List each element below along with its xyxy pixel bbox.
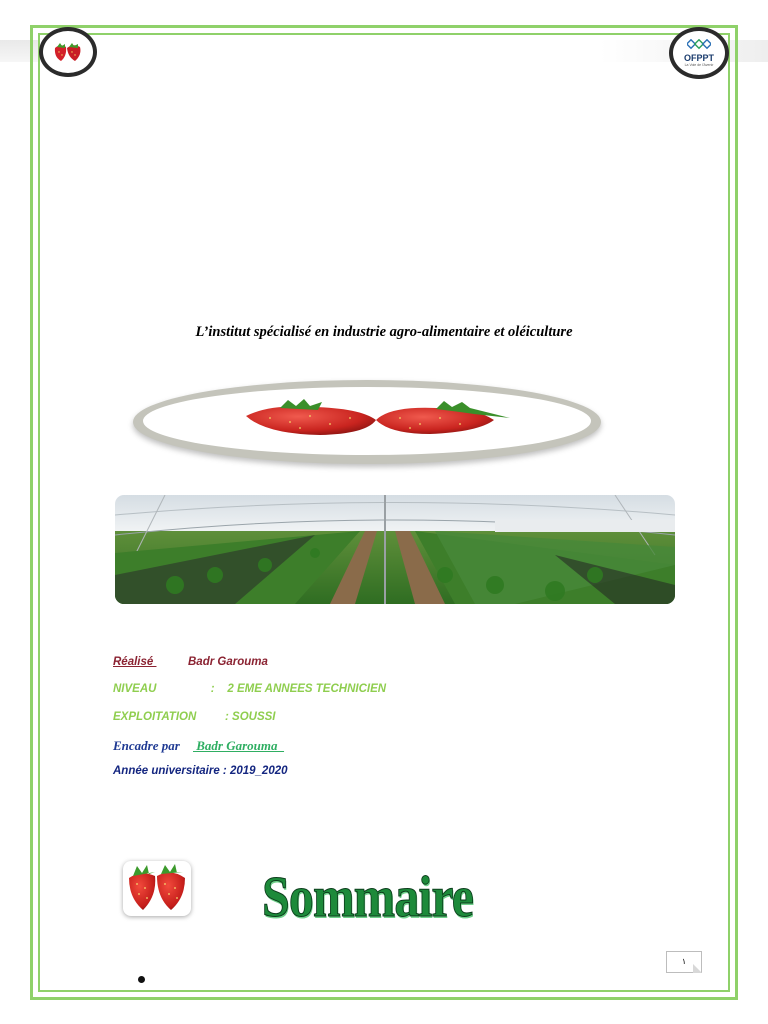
encadre-value: Badr Garouma (193, 738, 285, 753)
realise-value: Badr Garouma (188, 656, 268, 668)
encadre-label: Encadre par (113, 738, 180, 753)
exploitation-line: EXPLOITATION : SOUSSI (113, 711, 276, 723)
strawberries-icon (125, 862, 189, 914)
realise-label: Réalisé (113, 656, 157, 668)
page-number (666, 951, 702, 973)
ofppt-label: OFPPT (683, 53, 714, 63)
strawberry-icon (51, 40, 85, 64)
strawberry-logo (39, 27, 97, 77)
sommaire-title: Sommaire (262, 864, 474, 929)
ofppt-tagline: La Voie de l'Avenir (684, 63, 714, 67)
ofppt-emblem-icon (687, 39, 711, 51)
strawberry-tile (123, 861, 191, 916)
strawberries-on-plate-image (240, 398, 520, 442)
institute-title: L’institut spécialisé en industrie agro-alimentaire et oléiculture (195, 324, 573, 340)
greenhouse-photo (115, 495, 675, 604)
ofppt-logo (669, 27, 729, 79)
page-fold-icon (693, 964, 702, 973)
bullet-dot (138, 976, 145, 983)
annee-universitaire: Année universitaire : 2019_2020 (113, 765, 288, 777)
niveau-line: NIVEAU : 2 EME ANNEES TECHNICIEN (113, 683, 387, 695)
page-number-text: ١ (681, 957, 687, 966)
strawberry-greenhouse-image (115, 495, 675, 604)
